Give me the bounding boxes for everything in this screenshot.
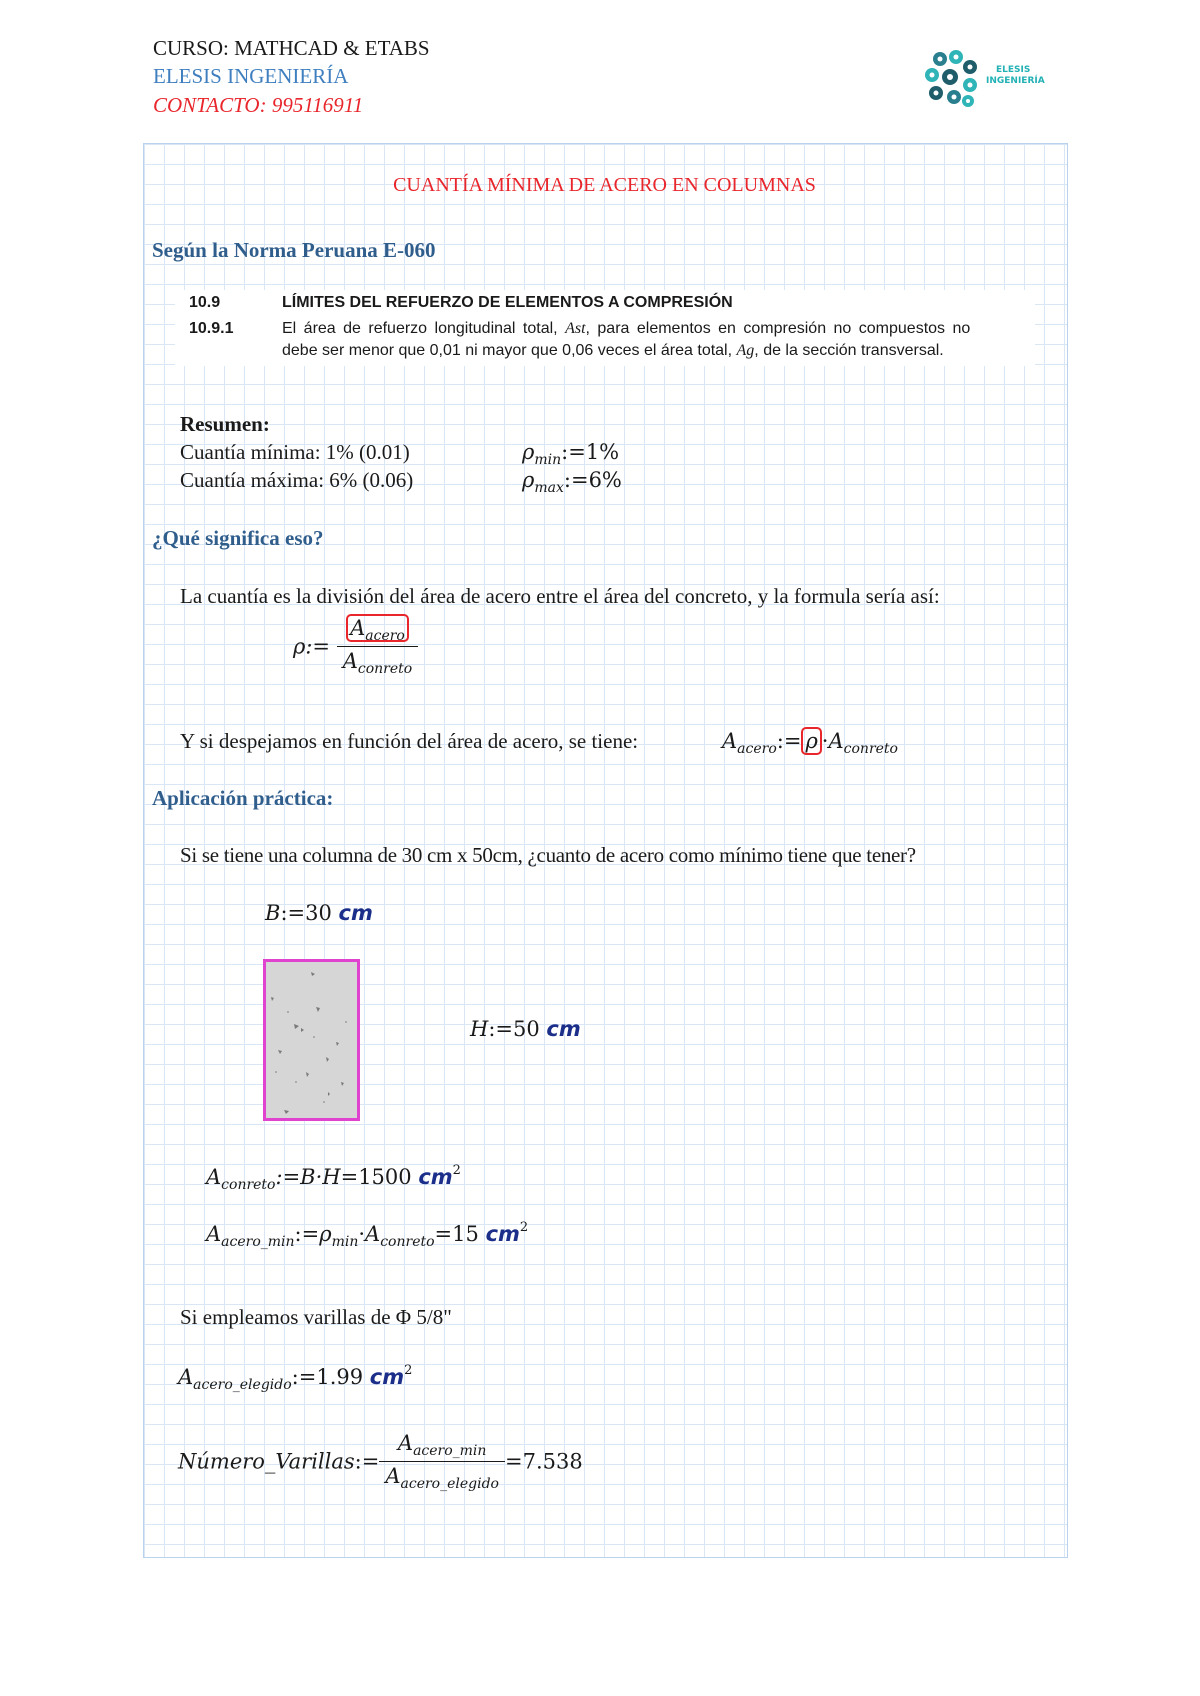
rho-formula <box>293 616 418 677</box>
var-a: A <box>178 1365 194 1389</box>
course-title: CURSO: MATHCAD & ETABS <box>153 36 430 60</box>
unit-cm: cm <box>369 1365 405 1389</box>
area-acero-min-value: 15 <box>452 1222 479 1246</box>
norm-line-1 <box>282 320 970 338</box>
assign-operator: := <box>294 1222 320 1246</box>
summary-max-text: Cuantía máxima: 6% (0.06) <box>180 468 414 492</box>
assign-operator: := <box>354 1449 380 1474</box>
rho-fraction <box>337 616 419 677</box>
section-title: LÍMITES DEL REFUERZO DE ELEMENTOS A COMPRESIÓN <box>282 294 733 311</box>
acero-subscript: acero <box>365 628 405 644</box>
h-definition <box>470 1017 581 1041</box>
acero-elegido-subscript: acero_elegido <box>193 1377 292 1393</box>
application-heading: Aplicación práctica: <box>152 786 334 810</box>
area-concreto-calc <box>206 1163 461 1193</box>
summary-heading: Resumen: <box>180 412 270 436</box>
area-elegido-value: :=1.99 <box>291 1365 364 1389</box>
concreto-subscript: conreto <box>843 741 898 757</box>
logo-text-line2: INGENIERÍA <box>986 76 1045 86</box>
var-a: A <box>828 729 844 753</box>
unit-cm: cm <box>546 1017 581 1041</box>
assign-operator: := <box>563 468 589 492</box>
rho-def: ρ:= <box>293 634 331 659</box>
norm-line-2-a: debe ser menor que 0,01 ni mayor que 0,06 veces el área total, <box>282 342 733 359</box>
acero-subscript: acero <box>737 741 777 757</box>
rho-min-value: 1% <box>585 440 620 464</box>
var-a: A <box>206 1222 222 1246</box>
unit-cm: cm <box>485 1222 520 1246</box>
despeje-text: Y si despejamos en función del área de acero, se tiene: <box>180 729 639 753</box>
rho-symbol: ρ <box>522 440 535 464</box>
logo-text <box>986 65 1045 87</box>
area-concreto-value: 1500 <box>358 1165 412 1189</box>
var-a: A <box>385 1464 401 1488</box>
var-a: A <box>350 616 366 640</box>
b-value: :=30 <box>280 901 332 925</box>
despeje-formula <box>722 729 898 757</box>
page-title: CUANTÍA MÍNIMA DE ACERO EN COLUMNAS <box>393 174 816 196</box>
highlight-box <box>346 614 409 642</box>
assign-operator: := <box>776 729 802 753</box>
meaning-text: La cuantía es la división del área de acero entre el área del concreto, y la formula sería así: <box>180 584 940 608</box>
unit-cm: cm <box>418 1165 453 1189</box>
varillas-fraction <box>379 1431 505 1492</box>
company-logo <box>920 47 1070 111</box>
column-section-diagram <box>263 959 360 1121</box>
var-a: A <box>397 1431 414 1455</box>
var-a: A <box>206 1165 222 1189</box>
rho-symbol: ρ <box>522 468 535 492</box>
summary-min-text: Cuantía mínima: 1% (0.01) <box>180 440 410 464</box>
var-b: B <box>265 901 281 925</box>
contact-info: CONTACTO: 995116911 <box>153 93 364 117</box>
molecule-logo-icon <box>920 47 984 111</box>
rho-max-subscript: max <box>534 480 564 496</box>
norm-excerpt <box>175 290 1035 366</box>
concrete-texture <box>266 962 357 1118</box>
rho-symbol: ρ <box>319 1222 332 1246</box>
bars-text: Si empleamos varillas de Φ 5/8" <box>180 1305 452 1329</box>
squared: 2 <box>404 1363 413 1378</box>
rho-min-definition <box>522 440 619 468</box>
area-concreto-expr: :=B·H= <box>275 1165 359 1189</box>
meaning-heading: ¿Qué significa eso? <box>152 526 324 550</box>
fraction-denominator <box>379 1462 505 1492</box>
acero-min-subscript: acero_min <box>221 1234 295 1250</box>
norm-line-1-b: , para elementos en compresión no compuestos no <box>585 320 971 337</box>
section-number: 10.9 <box>189 294 221 311</box>
unit-cm: cm <box>338 901 373 925</box>
rho-max-value: 6% <box>588 468 622 492</box>
var-h: H <box>470 1017 489 1041</box>
highlight-box <box>801 727 821 755</box>
company-name: ELESIS INGENIERÍA <box>153 64 349 88</box>
dot-operator: · <box>358 1222 366 1246</box>
rho-symbol: ρ <box>805 729 818 753</box>
b-definition <box>265 901 373 925</box>
acero-elegido-subscript: acero_elegido <box>400 1476 499 1492</box>
rho-min-subscript: min <box>534 452 562 468</box>
assign-operator: := <box>561 440 586 464</box>
norm-line-2 <box>282 342 944 360</box>
squared: 2 <box>519 1220 529 1235</box>
equals-operator: = <box>434 1222 453 1246</box>
rho-min-subscript: min <box>331 1234 359 1250</box>
acero-min-subscript: acero_min <box>413 1443 487 1459</box>
norm-heading: Según la Norma Peruana E-060 <box>152 238 436 262</box>
concreto-subscript: conreto <box>380 1234 435 1250</box>
var-ast: Ast <box>565 320 586 337</box>
fraction-denominator <box>337 647 419 677</box>
norm-line-1-a: El área de refuerzo longitudinal total, <box>282 320 558 337</box>
var-a: A <box>342 649 358 673</box>
subsection-number: 10.9.1 <box>189 320 234 337</box>
numero-varillas-label: Número_Varillas <box>178 1449 355 1474</box>
var-ag: Ag <box>736 342 755 359</box>
numero-varillas-calc <box>178 1431 583 1492</box>
area-elegido-definition <box>178 1363 412 1393</box>
concreto-subscript: conreto <box>221 1177 276 1193</box>
logo-text-line1: ELESIS <box>996 65 1031 75</box>
squared: 2 <box>452 1163 461 1178</box>
fraction-numerator <box>337 616 419 647</box>
application-question: Si se tiene una columna de 30 cm x 50cm, ¿cuanto de acero como mínimo tiene que tener? <box>180 843 916 867</box>
concreto-subscript: conreto <box>357 661 413 677</box>
dot-operator: · <box>821 729 829 753</box>
rho-max-definition <box>522 468 622 496</box>
var-a: A <box>365 1222 381 1246</box>
fraction-numerator <box>379 1431 505 1462</box>
h-value: :=50 <box>488 1017 540 1041</box>
norm-line-2-b: , de la sección transversal. <box>754 342 944 359</box>
area-acero-min-calc <box>206 1220 528 1250</box>
numero-varillas-result: =7.538 <box>505 1449 583 1474</box>
var-a: A <box>722 729 738 753</box>
